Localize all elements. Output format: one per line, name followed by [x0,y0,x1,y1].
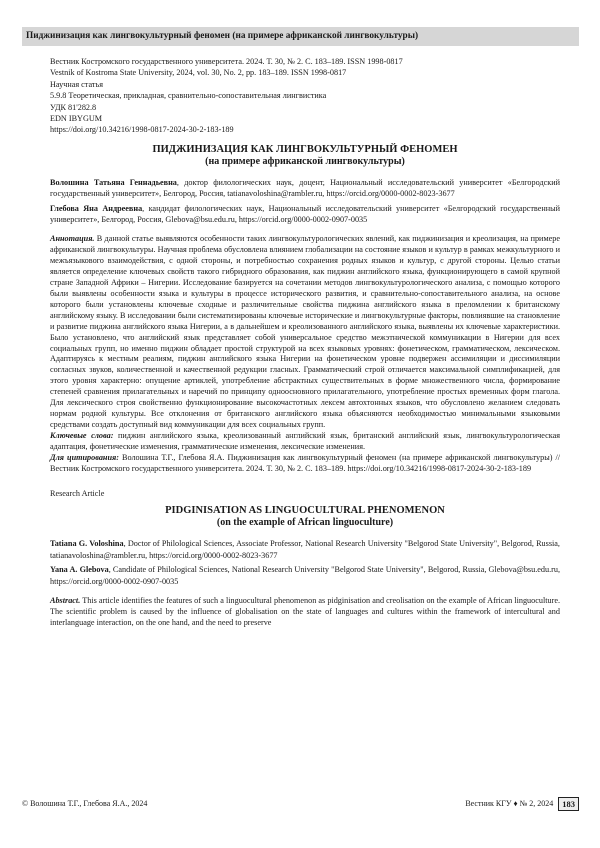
meta-udc: УДК 81'282.8 [50,102,97,112]
meta-journal-en: Vestnik of Kostroma State University, 2024, vol. 30, No. 2, pp. 183–189. ISSN 1998-0817 [50,68,347,78]
page-number: 183 [558,797,579,811]
citation-label: Для цитирования: [50,452,119,462]
keywords-text: пиджин английского языка, креолизованный английский язык, британский английский язык, лингвокультурологическая адаптация, фонетические изменения, грамматические изменения, лексические изменения. [50,430,560,451]
footer-copyright: © Волошина Т.Г., Глебова Я.А., 2024 [22,799,148,808]
abstract-label: Abstract. [50,596,81,606]
author-en-1 [50,538,560,561]
author-details: , Doctor of Philological Sciences, Associate Professor, National Research University "Belgorod State University", Belgorod, Russia, tatianavoloshina@rambler.ru, https://orcid.org/0000-0002-8023-3677 [50,539,560,560]
keywords-ru [50,431,560,453]
running-header [22,27,579,46]
author-name: Yana A. Glebova [50,565,109,575]
meta-doi-link[interactable]: https://doi.org/10.34216/1998-0817-2024-30-2-183-189 [50,125,234,135]
article-title-ru: ПИДЖИНИЗАЦИЯ КАК ЛИНГВОКУЛЬТУРНЫЙ ФЕНОМЕН [152,143,458,155]
keywords-label: Ключевые слова: [50,430,114,440]
article-subtitle-en: (on the example of African linguoculture) [216,517,394,529]
author-ru-1 [50,177,560,200]
abstract-text: В данной статье выявляются особенности таких лингвокультурологических явлений, как пиджинизация и креолизация, на примере африканской лингвокультуры. Научная проблема обусловлена влиянием глобализации на состояние языков и культур в рамках межкультурного и межъязыкового взаимодействия, с одной стороны, и потребностью сохранения родных языков и культур, с другой стороны. Целью статьи является определение ключевых свойств такого гибридного образования, как пиджин английского языка, функционирующего в самой крупной стране Западной Африки – Нигерии. Исследование базируется на сочетании методов лингвокультурологического анализа, с помощью которого были выявлены особенности языка и культуры в процессе исторического развития, и сравнительно-сопоставительного анализа, на основе которого были установлены ключевые сходные и различительные свойства пиджина английского языка в преломлении к британскому английскому языку. В исследовании были систематизированы ключевые исторические и лингвокультурные факторы, повлиявшие на становление и развитие пиджина английского языка Нигерии, а в дальнейшем и креолизованного английского языка, выявлены их ключевые характеристики. Было установлено, что английский язык представляет собой универсальное средство межэтнической коммуникации в Нигерии для всех социальных групп, но именно пиджин обладает простой структурой на всех языковых уровнях: фонетическом, грамматическом, лексическом. Адаптируясь к местным реалиям, пиджин английского языка Нигерии на фонетическом уровне подвержен ассимиляции и диссимиляции согласных звуков, количественной и качественной редукции гласных. Грамматический строй отличается максимальной симплификацией, для этого уровня характерно: опущение артиклей, употребление абстрактных существительных в форме множественного числа, формирование степеней сравнения прилагательных и наречий по принципу одноосновного прилагательного, употребление простых временных форм глагола. Для лексического строя свойственно функционирование высокочастотных лексем автохтонных языков, что обусловлено желанием следовать нормам родной культуры. Все отклонения от британского английского языка объясняются необходимостью минимальными языковыми средствами создать доступный вид коммуникации для всех социальных групп. [50,234,560,429]
meta-specialty: 5.9.8 Теоретическая, прикладная, сравнительно-сопоставительная лингвистика [50,91,327,101]
footer-journal: Вестник КГУ ♦ № 2, 2024 [465,799,554,808]
meta-journal-ru: Вестник Костромского государственного университета. 2024. Т. 30, № 2. С. 183–189. ISSN 1998-0817 [50,57,403,66]
abstract-label: Аннотация. [50,234,95,244]
article-subtitle-ru: (на примере африканской лингвокультуры) [205,155,405,167]
citation-text: Волошина Т.Г., Глебова Я.А. Пиджинизация как лингвокультурный феномен (на примере африканской лингвокультуры) // Вестник Костромского государственного университета. 2024. Т. 30, № 2. С. 183–189. https://doi.org/10.34216/1998-0817-2024-30-2-183-189 [50,452,561,473]
article-title-en: PIDGINISATION AS LINGUOCULTURAL PHENOMENON [165,505,445,517]
authors-en [50,538,560,587]
author-name: Tatiana G. Voloshina [50,539,124,549]
abstract-text: This article identifies the features of such a linguocultural phenomenon as pidginisation and creolisation on the example of African linguoculture. The scientific problem is caused by the influence of globalisation on the state of languages and cultures within the framework of intercultural and interlanguage interaction, on the one hand, and the need to preserve [50,596,560,627]
author-ru-2 [50,203,560,226]
article-type-en: Research Article [50,489,105,499]
meta-article-type: Научная статья [50,79,103,89]
authors-ru [50,177,560,226]
author-en-2 [50,564,560,587]
page-content [50,56,560,629]
abstract-en [50,596,560,629]
author-details: , доктор филологических наук, доцент, Национальный исследовательский университет «Белгородский государственный университет», Белгород, Россия, tatianavoloshina@rambler.ru, https://orcid.org/0000-0002-8023-3677 [50,177,561,199]
author-name: Волошина Татьяна Геннадьевна [50,177,177,187]
meta-edn: EDN IBYGUM [50,114,103,124]
author-details: , Candidate of Philological Sciences, National Research University "Belgorod State University", Belgorod, Russia, Glebova@bsu.edu.ru, https://orcid.org/0000-0002-0907-0035 [50,565,560,586]
abstract-ru [50,234,560,430]
citation-ru [50,453,560,475]
running-title: Пиджинизация как лингвокультурный феномен (на примере африканской лингвокультуры) [26,31,419,41]
author-name: Глебова Яна Андреевна [50,203,143,213]
author-details: , кандидат филологических наук, Национальный исследовательский университет «Белгородский государственный университет», Белгород, Россия, Glebova@bsu.edu.ru, https://orcid.org/0000-0002-0907-0035 [50,203,560,225]
footer-journal-block [465,797,579,811]
publication-meta [50,56,560,136]
